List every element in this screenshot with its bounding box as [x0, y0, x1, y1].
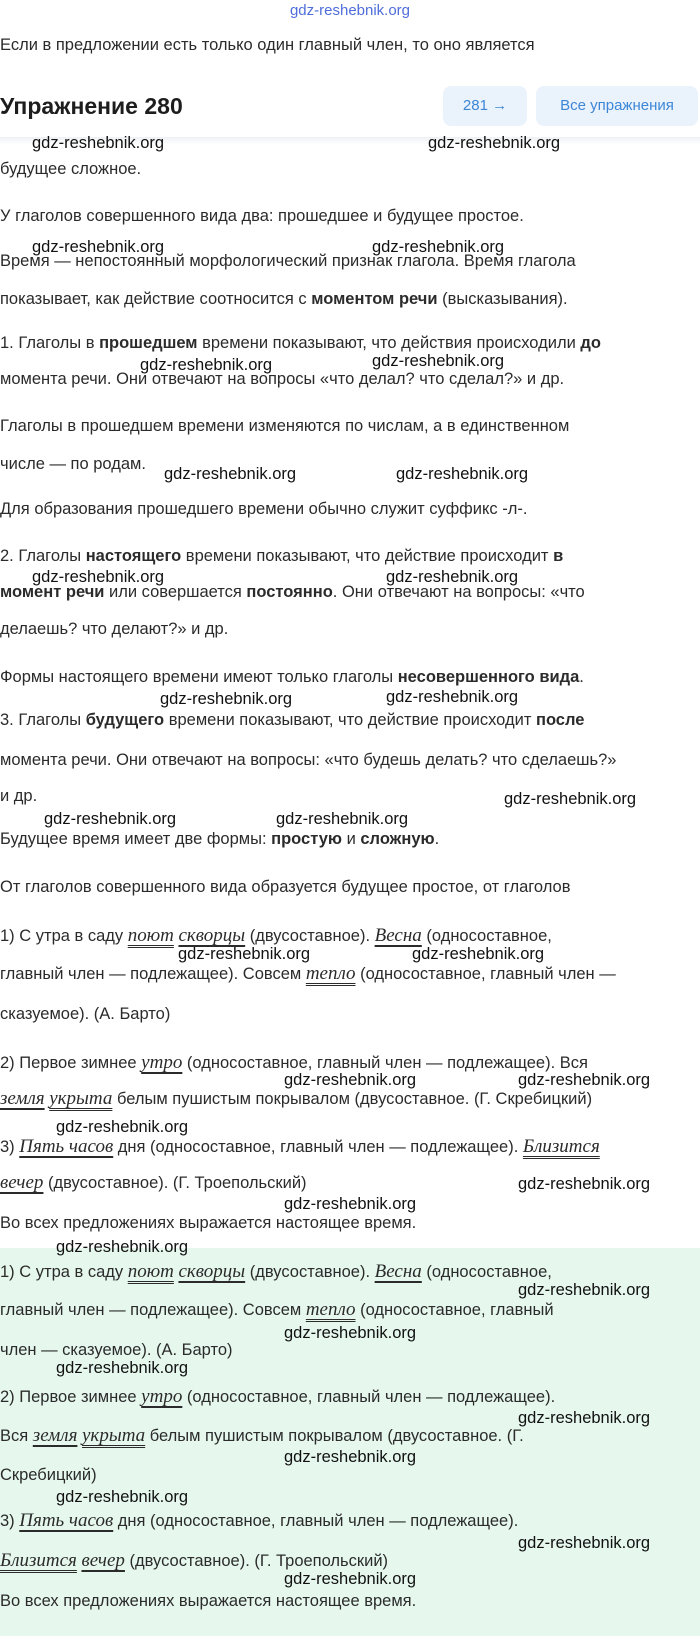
theory-line: и др.	[0, 787, 38, 805]
task-line: 3) Пять часов дня (односоставное, главный член — подлежащее). Близится	[0, 1136, 600, 1157]
task-line: 2) Первое зимнее утро (односоставное, главный член — подлежащее). Вся	[0, 1052, 588, 1073]
answer-line: Скребицкий)	[0, 1466, 97, 1484]
watermark: gdz-reshebnik.org	[56, 1359, 189, 1377]
watermark: gdz-reshebnik.org	[276, 810, 409, 828]
theory-line: момент речи или совершается постоянно. Они отвечают на вопросы: «что	[0, 583, 585, 601]
theory-line: 2. Глаголы настоящего времени показывают, что действие происходит в	[0, 547, 564, 565]
theory-line: Будущее время имеет две формы: простую и сложную.	[0, 830, 440, 848]
task-line: земля укрыта белым пушистым покрывалом (двусоставное. (Г. Скребицкий)	[0, 1088, 593, 1109]
watermark: gdz-reshebnik.org	[284, 1324, 417, 1342]
exercise-header	[0, 78, 700, 136]
answer-line: Близится вечер (двусоставное). (Г. Троепольский)	[0, 1550, 389, 1571]
watermark: gdz-reshebnik.org	[56, 1238, 189, 1256]
watermark: gdz-reshebnik.org	[44, 810, 177, 828]
theory-line: показывает, как действие соотносится с моментом речи (высказывания).	[0, 290, 568, 308]
watermark: gdz-reshebnik.org	[284, 1071, 417, 1089]
theory-line: 3. Глаголы будущего времени показывают, что действие происходит после	[0, 711, 585, 729]
watermark: gdz-reshebnik.org	[518, 1281, 651, 1299]
answer-line: Вся земля укрыта белым пушистым покрывалом (двусоставное. (Г.	[0, 1425, 524, 1446]
answer-line: 1) С утра в саду поют скворцы (двусоставное). Весна (односоставное,	[0, 1261, 552, 1282]
theory-line: Для образования прошедшего времени обычно служит суффикс -л-.	[0, 500, 528, 518]
theory-line: момента речи. Они отвечают на вопросы: «что будешь делать? что сделаешь?»	[0, 751, 617, 769]
theory-line: 1. Глаголы в прошедшем времени показывают, что действия происходили до	[0, 334, 601, 352]
watermark: gdz-reshebnik.org	[518, 1071, 651, 1089]
watermark: gdz-reshebnik.org	[386, 688, 519, 706]
watermark: gdz-reshebnik.org	[160, 690, 293, 708]
page-title: Упражнение 280	[0, 93, 183, 119]
arrow-right-icon: →	[492, 97, 508, 114]
next-exercise-label: 281	[462, 97, 488, 114]
task-line: Во всех предложениях выражается настоящее время.	[0, 1214, 417, 1232]
watermark: gdz-reshebnik.org	[518, 1534, 651, 1552]
answer-line: Во всех предложениях выражается настоящее время.	[0, 1592, 417, 1610]
watermark: gdz-reshebnik.org	[140, 356, 273, 374]
answer-line: главный член — подлежащее). Совсем тепло (односоставное, главный	[0, 1299, 554, 1320]
watermark: gdz-reshebnik.org	[504, 790, 637, 808]
watermark: gdz-reshebnik.org	[412, 945, 545, 963]
task-line: сказуемое). (А. Барто)	[0, 1005, 171, 1023]
theory-line: У глаголов совершенного вида два: прошедшее и будущее простое.	[0, 207, 524, 225]
watermark: gdz-reshebnik.org	[428, 134, 561, 152]
watermark: gdz-reshebnik.org	[396, 465, 529, 483]
answer-line: 3) Пять часов дня (односоставное, главный член — подлежащее).	[0, 1510, 519, 1531]
watermark: gdz-reshebnik.org	[518, 1175, 651, 1193]
theory-line: делаешь? что делают?» и др.	[0, 620, 229, 638]
watermark: gdz-reshebnik.org	[372, 238, 505, 256]
task-line: 1) С утра в саду поют скворцы (двусоставное). Весна (односоставное,	[0, 925, 552, 946]
theory-line: Формы настоящего времени имеют только глаголы несовершенного вида.	[0, 668, 584, 686]
next-exercise-button[interactable]	[443, 86, 527, 126]
theory-line: От глаголов совершенного вида образуется будущее простое, от глаголов	[0, 878, 571, 896]
watermark: gdz-reshebnik.org	[518, 1409, 651, 1427]
watermark: gdz-reshebnik.org	[56, 1118, 189, 1136]
intro-text: Если в предложении есть только один главный член, то оно является	[0, 36, 535, 54]
all-exercises-button[interactable]: Все упражнения	[536, 86, 698, 126]
answer-line: 2) Первое зимнее утро (односоставное, главный член — подлежащее).	[0, 1386, 556, 1407]
watermark: gdz-reshebnik.org	[56, 1488, 189, 1506]
top-watermark: gdz-reshebnik.org	[289, 2, 411, 19]
watermark: gdz-reshebnik.org	[32, 568, 165, 586]
theory-line: будущее сложное.	[0, 160, 142, 178]
task-line: вечер (двусоставное). (Г. Троепольский)	[0, 1172, 307, 1193]
watermark: gdz-reshebnik.org	[284, 1195, 417, 1213]
watermark: gdz-reshebnik.org	[32, 238, 165, 256]
theory-line: Глаголы в прошедшем времени изменяются по числам, а в единственном	[0, 417, 570, 435]
watermark: gdz-reshebnik.org	[178, 945, 311, 963]
watermark: gdz-reshebnik.org	[32, 134, 165, 152]
task-line: главный член — подлежащее). Совсем тепло (односоставное, главный член —	[0, 963, 616, 984]
theory-line: Время — непостоянный морфологический признак глагола. Время глагола	[0, 252, 576, 270]
answer-line: член — сказуемое). (А. Барто)	[0, 1341, 233, 1359]
watermark: gdz-reshebnik.org	[284, 1570, 417, 1588]
watermark: gdz-reshebnik.org	[372, 352, 505, 370]
theory-line: числе — по родам.	[0, 455, 146, 473]
watermark: gdz-reshebnik.org	[284, 1448, 417, 1466]
watermark: gdz-reshebnik.org	[164, 465, 297, 483]
theory-line: момента речи. Они отвечают на вопросы «что делал? что сделал?» и др.	[0, 370, 565, 388]
watermark: gdz-reshebnik.org	[386, 568, 519, 586]
